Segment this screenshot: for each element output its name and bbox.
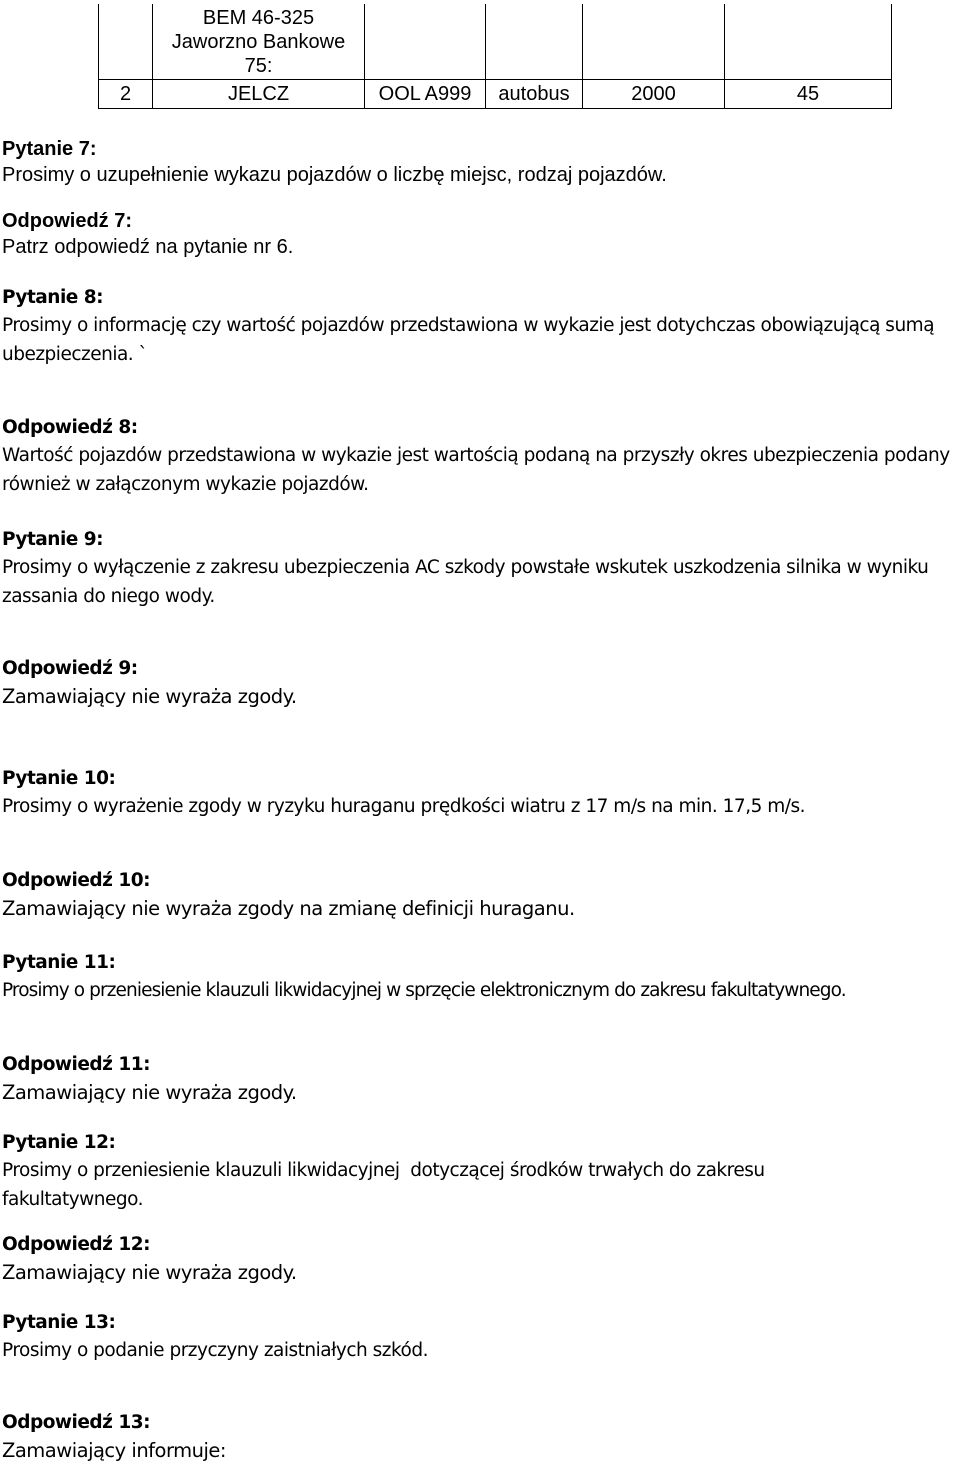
question-heading: Pytanie 8: (2, 287, 104, 308)
question-heading: Pytanie 10: (2, 768, 116, 789)
question-text: Prosimy o informację czy wartość pojazdów przedstawiona w wykazie jest dotychczas obowiązującą sumą ubezpieczenia. ` (2, 315, 940, 365)
answer-text: Wartość pojazdów przedstawiona w wykazie jest wartością podaną na przyszły okres ubezpieczenia podany również w załączonym wykazie pojazdów. (2, 445, 956, 495)
table-cell (99, 4, 153, 80)
question-heading: Pytanie 7: (2, 138, 97, 160)
answer-heading: Odpowiedź 7: (2, 210, 132, 232)
question-7 (2, 136, 960, 189)
answer-text: Zamawiający nie wyraża zgody. (2, 1261, 297, 1284)
table-cell-year: 2000 (583, 80, 725, 109)
question-heading: Pytanie 12: (2, 1132, 116, 1153)
question-text: Prosimy o wyłączenie z zakresu ubezpieczenia AC szkody powstałe wskutek uszkodzenia silnika w wyniku zassania do niego wody. (2, 557, 934, 607)
location-line-1: BEM 46-325 (202, 7, 315, 29)
table-cell-registration: OOL A999 (365, 80, 486, 109)
table-cell (583, 4, 725, 80)
answer-heading: Odpowiedź 8: (2, 417, 138, 438)
table-cell-location (153, 4, 365, 80)
table-cell-number: 2 (99, 80, 153, 109)
answer-text: Zamawiający nie wyraża zgody na zmianę definicji huraganu. (2, 897, 575, 920)
answer-heading: Odpowiedź 12: (2, 1234, 150, 1255)
answer-text: Zamawiający informuje: (2, 1439, 226, 1462)
question-11 (2, 950, 960, 1005)
table-cell-seats: 45 (725, 80, 892, 109)
answer-heading: Odpowiedź 11: (2, 1054, 150, 1075)
question-text: Prosimy o podanie przyczyny zaistniałych szkód. (2, 1340, 428, 1361)
answer-11 (2, 1052, 960, 1107)
question-text: Prosimy o przeniesienie klauzuli likwidacyjnej dotyczącej środków trwałych do zakresu fakultatywnego. (2, 1160, 765, 1210)
answer-8 (2, 415, 960, 499)
question-heading: Pytanie 11: (2, 952, 116, 973)
question-13 (2, 1310, 960, 1365)
answer-text: Zamawiający nie wyraża zgody. (2, 1081, 297, 1104)
question-12 (2, 1130, 960, 1214)
answer-text: Patrz odpowiedź na pytanie nr 6. (2, 236, 294, 258)
table-cell-make: JELCZ (153, 80, 365, 109)
answer-7 (2, 208, 960, 261)
question-text: Prosimy o przeniesienie klauzuli likwidacyjnej w sprzęcie elektronicznym do zakresu fakultatywnego. (2, 980, 846, 1001)
question-heading: Pytanie 13: (2, 1312, 116, 1333)
answer-heading: Odpowiedź 9: (2, 658, 138, 679)
question-8 (2, 285, 960, 369)
location-line-2: Jaworzno Bankowe (171, 31, 346, 53)
answer-13 (2, 1410, 960, 1465)
table-row (99, 80, 892, 109)
vehicle-table (98, 4, 892, 109)
table-cell (725, 4, 892, 80)
answer-10 (2, 868, 960, 923)
table-cell-type: autobus (486, 80, 583, 109)
question-10 (2, 766, 960, 821)
answer-heading: Odpowiedź 10: (2, 870, 150, 891)
table-cell (486, 4, 583, 80)
question-9 (2, 527, 952, 611)
table-row (99, 4, 892, 80)
location-line-3: 75: (244, 55, 273, 77)
answer-12 (2, 1232, 960, 1287)
answer-9 (2, 656, 960, 711)
table-cell (365, 4, 486, 80)
answer-text: Zamawiający nie wyraża zgody. (2, 685, 297, 708)
answer-heading: Odpowiedź 13: (2, 1412, 150, 1433)
question-text: Prosimy o uzupełnienie wykazu pojazdów o liczbę miejsc, rodzaj pojazdów. (2, 164, 667, 186)
question-heading: Pytanie 9: (2, 529, 104, 550)
question-text: Prosimy o wyrażenie zgody w ryzyku huraganu prędkości wiatru z 17 m/s na min. 17,5 m/s. (2, 796, 806, 817)
